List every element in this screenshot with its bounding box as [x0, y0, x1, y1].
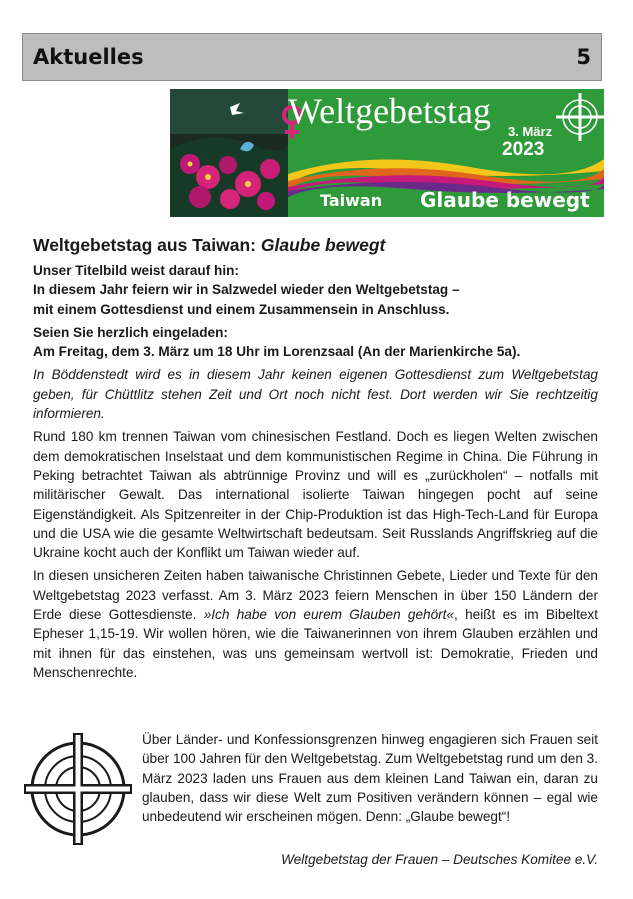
banner-motto: Glaube bewegt	[420, 188, 590, 212]
closing-paragraph: Über Länder- und Konfessionsgrenzen hinweg engagieren sich Frauen seit über 100 Jahren für den Weltgebetstag. Zum Weltgebetstag rund um den 3. März 2023 laden uns Frauen aus dem kleinen Land Taiwan ein, daran zu glauben, dass wir diese Welt zum Positiven verändern können – egal wie unbedeutend wir erscheinen mögen. Denn: „Glaube bewegt“!	[142, 732, 598, 825]
invitation-line: Am Freitag, dem 3. März um 18 Uhr im Lorenzsaal (An der Marienkirche 5a).	[33, 344, 521, 360]
banner-date-day: 3. März	[508, 124, 553, 139]
wgt-cross-logo-icon	[24, 733, 132, 845]
banner-title: Weltgebetstag	[288, 91, 492, 131]
local-note: In Böddenstedt wird es in diesem Jahr keinen eigenen Gottesdienst zum Weltgebetstag geben, für Chüttlitz stehen Zeit und Ort noch nicht fest. Dort werden wir Sie rechtzeitig informieren.	[33, 367, 598, 422]
paragraph-worship-end: , heißt es im Bibeltext Epheser 1,15-19. Wir wollen hören, wie die Taiwanerinnen von ihrem Glauben erzählen und mit ihnen für das einstehen, was uns gemeinsam wertvoll ist: Demokratie, Frieden und Menschenrechte.	[33, 607, 598, 680]
section-title: Aktuelles	[33, 45, 144, 69]
banner-country: Taiwan	[320, 191, 383, 210]
intro-line: Unser Titelbild weist darauf hin:	[33, 263, 239, 278]
intro-block	[33, 261, 598, 319]
paragraph-worship-start: In diesen unsicheren Zeiten haben taiwanische Christinnen Gebete, Lieder und Texte für den Weltgebetstag 2023 verfasst. Am 3. März 2023 feiern Menschen in über 150 Ländern der Erde diese Gottesdienste.	[33, 568, 598, 623]
article	[33, 233, 598, 686]
invitation-block	[33, 323, 598, 362]
section-header	[22, 33, 602, 81]
signature: Weltgebetstag der Frauen – Deutsches Komitee e.V.	[281, 852, 598, 867]
banner-date-year: 2023	[502, 139, 545, 160]
article-title	[33, 233, 598, 257]
paragraph-taiwan-conflict: Rund 180 km trennen Taiwan vom chinesischen Festland. Doch es liegen Welten zwischen dem demokratischen Inselstaat und dem kommunistischen Regime in China. Die Führung in Peking betrachtet Taiwan als abtrünnige Provinz und will es „zurückholen“ – notfalls mit militärischer Gewalt. Das international isolierte Taiwan hingegen pocht auf seine Eigenständigkeit. Als Spitzenreiter in der Chip-Produktion ist das High-Tech-Land für Europa und die USA wie die gesamte Weltwirtschaft bedeutsam. Seit Russlands Angriffskrieg auf die Ukraine kocht auch der Konflikt um Taiwan wieder auf.	[33, 429, 598, 561]
invitation-line: Seien Sie herzlich eingeladen:	[33, 324, 228, 340]
banner-artwork	[170, 89, 288, 217]
bible-quote: »Ich habe von eurem Glauben gehört«	[203, 607, 455, 623]
paragraph-worship	[33, 566, 598, 682]
article-title-plain: Weltgebetstag aus Taiwan:	[33, 235, 261, 255]
title-banner	[170, 89, 604, 217]
intro-line: mit einem Gottesdienst und einem Zusammensein in Anschluss.	[33, 301, 450, 317]
intro-line: In diesem Jahr feiern wir in Salzwedel wieder den Weltgebetstag –	[33, 282, 460, 298]
article-title-italic: Glaube bewegt	[260, 235, 386, 255]
page-number: 5	[576, 45, 591, 69]
